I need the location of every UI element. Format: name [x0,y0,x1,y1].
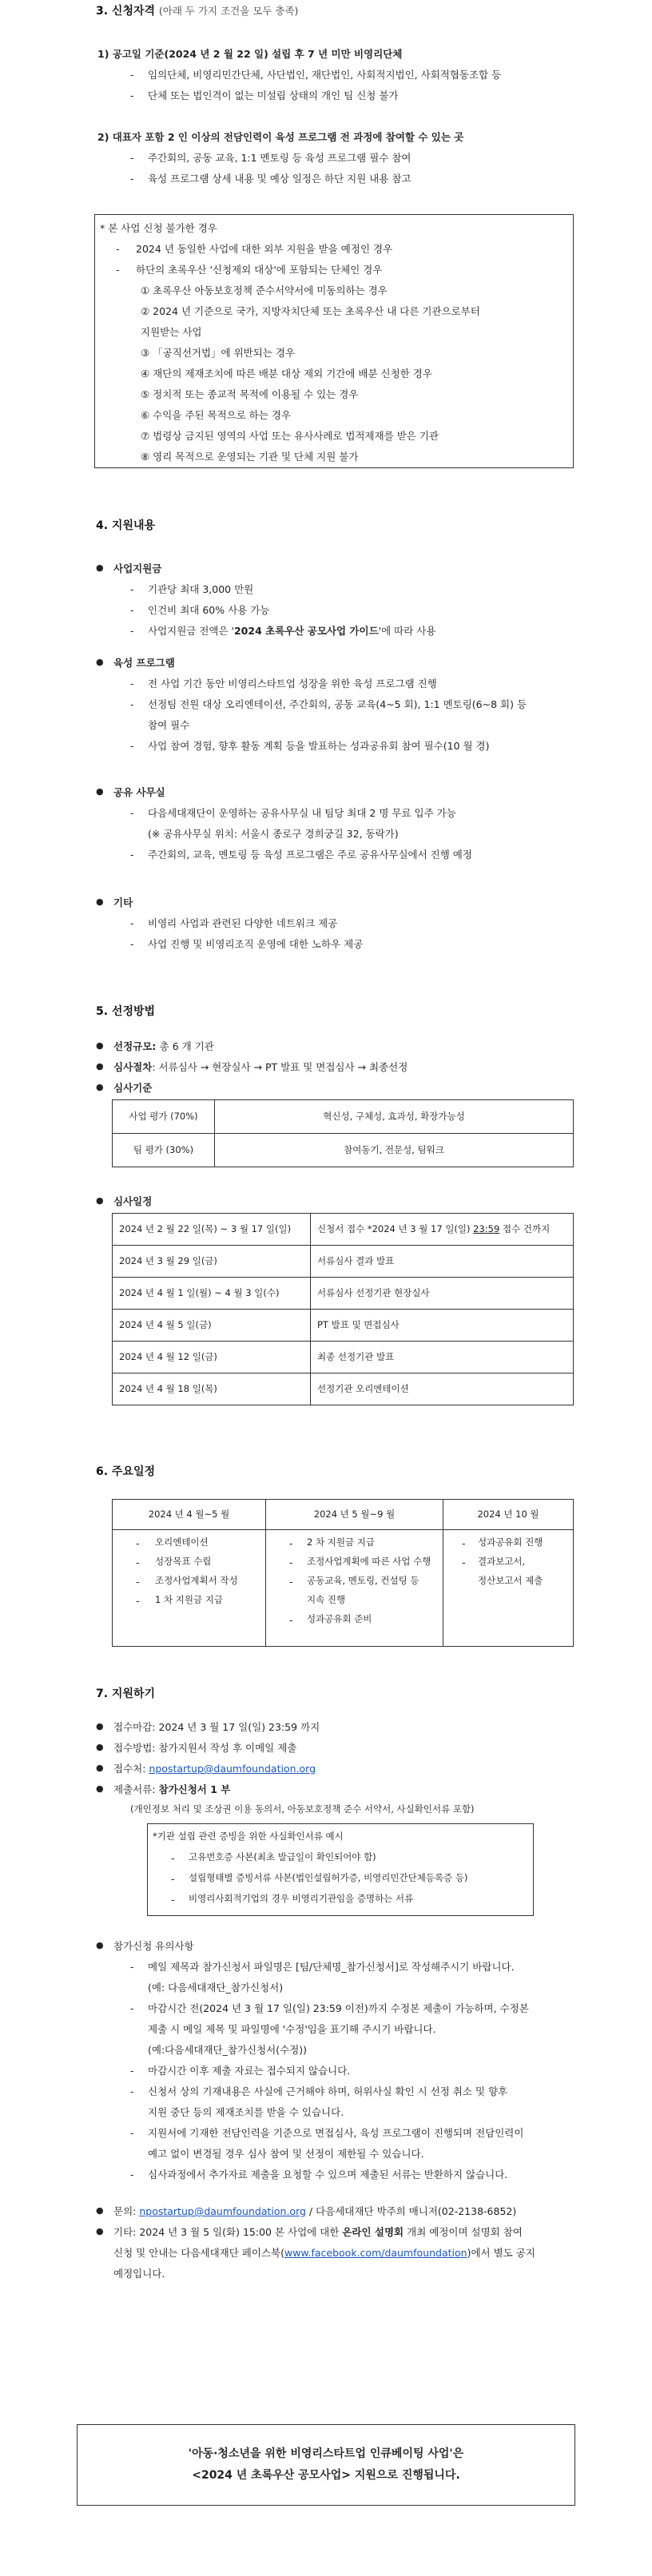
schedule-date: 2024 년 4 월 12 일(금) [113,1342,311,1373]
note-item: 제출 시 메일 제목 및 파일명에 '수정'임을 표기해 주시기 바랍니다. [148,2023,436,2035]
etc-head: ● 기타 [113,895,133,910]
timeline-item: 성과공유회 진행 [478,1536,543,1548]
timeline-item: 오리엔테이션 [155,1536,209,1548]
table-row [113,1246,574,1278]
method-line: ● 접수방법: 참가지원서 작성 후 이메일 제출 [113,1740,296,1755]
program-item: 사업 참여 경험, 향후 활동 계획 등을 발표하는 성과공유회 참여 필수(10 월 경) [148,740,490,752]
timeline-item: 조정사업계획에 따른 사업 수행 [307,1556,431,1567]
section-7-title: 7. 지원하기 [96,1688,156,1700]
office-item: (※ 공유사무실 위치: 서울시 종로구 경희궁길 32, 동락가) [148,828,399,840]
criteria-key: 사업 평가 (70%) [113,1100,215,1134]
ineligible-item: 하단의 초록우산 '신청제외 대상'에 포함되는 단체인 경우 [136,264,383,276]
exclusion-item: 지원받는 사업 [141,326,202,338]
criterion-2-title: 2) 대표자 포함 2 인 이상의 전담인력이 육성 프로그램 전 과정에 참여할 수 있는 곳 [97,131,464,143]
program-item: 전 사업 기간 동안 비영리스타트업 성장을 위한 육성 프로그램 진행 [148,678,437,690]
documents-line: ● 제출서류: 참가신청서 1 부 [113,1782,230,1797]
table-row [113,1342,574,1373]
schedule-event: 선정기관 오리엔테이션 [311,1373,574,1405]
exclusion-item: ⑧ 영리 목적으로 운영되는 기관 및 단체 지원 불가 [141,451,359,463]
submit-to-line: ● 접수처: npostartup@daumfoundation.org [113,1761,316,1776]
note-item: 지원서에 기재한 전담인력을 기준으로 면접심사, 육성 프로그램이 진행되며 전담인력이 [148,2127,524,2139]
document-page: 3. 신청자격 (아래 두 가지 조건을 모두 충족) 1) 공고일 기준(2024 년 2 월 22 일) 설립 후 7 년 미만 비영리단체 - 임의단체, 비영리민간단체, 사단법인, 재단법인, 사회적지법인, 사회적협동조합 등 - 단체 또는 법인격이 없는 미설립 상태의 개인 팀 신청 불가 2) 대표자 포함 2 인 이상의 전담인력이 육성 프로그램 전 과정에 참여할 수 있는 곳 - 주간회의, 공동 교육, 1:1 멘토링 등 육성 프로그램 필수 참여 - 육성 프로그램 상세 내용 및 예상 일정은 하단 지원 내용 참고 * 본 사업 신청 불가한 경우 - 2024 년 동일한 사업에 대한 외부 지원을 받을 예정인 경우 - 하단의 초록우산 '신청제외 대상'에 포함되는 단체인 경우 ① 초록우산 아동보호정책 준수서약서에 미동의하는 경우 ② 2024 년 기준으로 국가, 지방자치단체 또는 초록우산 내 다른 기관으로부터 지원받는 사업 ③ 「공직선거법」에 위반되는 경우 ④ 재단의 제재조치에 따른 배분 대상 제외 기간에 배분 신청한 경우 ⑤ 정치적 또는 종교적 목적에 이용될 수 있는 경우 ⑥ 수익을 주된 목적으로 하는 경우 ⑦ 법령상 금지된 영역의 사업 또는 유사사례로 법적제재를 받은 기관 ⑧ 영리 목적으로 운영되는 기관 및 단체 지원 불가 4. 지원내용 ● 사업지원금 - 기관당 최대 3,000 만원 - 인건비 최대 60% 사용 가능 - 사업지원금 전액은 '2024 초록우산 공모사업 가이드'에 따라 사용 ● 육성 프로그램 - 전 사업 기간 동안 비영리스타트업 성장을 위한 육성 프로그램 진행 - 선정팀 전원 대상 오리엔테이션, 주간회의, 공동 교육(4~5 회), 1:1 멘토링(6~8 회) 등 참여 필수 - 사업 참여 경험, 향후 활동 계획 등을 발표하는 성과공유회 참여 필수(10 월 경) ● 공유 사무실 - 다음세대재단이 운영하는 공유사무실 내 팀당 최대 2 명 무료 입주 가능 (※ 공유사무실 위치: 서울시 종로구 경희궁길 32, 동락가) - 주간회의, 교육, 멘토링 등 육성 프로그램은 주로 공유사무실에서 진행 예정 ● 기타 - 비영리 사업과 관련된 다양한 네트워크 제공 - 사업 진행 및 비영리조직 운영에 대한 노하우 제공 5. 선정방법 ● 선정규모: 총 6 개 기관 ● 심사절차: 서류심사 → 현장실사 → PT 발표 및 면접심사 → 최종선정 ● 심사기준 사업 평가 (70%) 혁신성, 구체성, 효과성, 확장가능성 팀 평가 (30%) 참여동기, 전문성, 팀워크 ● 심사일정 2024 년 2 월 22 일(목) ~ 3 월 17 일(일) 신청서 접수 *2024 년 3 월 17 일(일) 23:59 접수 건까지 2024 년 3 월 29 일(금) 서류심사 결과 발표 2024 년 4 월 1 일(월) ~ 4 월 3 일(수) 서류심사 선정기관 현장실사 2024 년 4 월 5 일(금) PT 발표 및 면접심사 2024 년 4 월 12 일(금) 최종 선정기관 발표 2024 년 4 월 18 일(목) 선정기관 오리엔테이션 6. 주요일정 2024 년 4 월~5 월 2024 년 5 월~9 월 2024 년 10 월 - 오리엔테이션 - 성장목표 수립 - 조정사업계획서 작성 - 1 차 지원금 지급 - 2 차 지원금 지급 - 조정사업계획에 따른 사업 수행 - 공동교육, 멘토링, 컨설팅 등 지속 진행 - 성과공유회 준비 - 성과공유회 진행 - 결과보고서, 정산보고서 제출 7. 지원하기 ● 접수마감: 2024 년 3 월 17 일(일) 23:59 까지 ● 접수방법: 참가지원서 작성 후 이메일 제출 ● 접수처: npostartup@daumfoundation.org ● 제출서류: 참가신청서 1 부 (개인정보 처리 및 조상권 이용 동의서, 아동보호정책 준수 서약서, 사실확인서류 포함) *기관 설립 관련 증빙을 위한 사실확인서류 예시 - 고유번호증 사본(최초 발급일이 확인되어야 함) - 설립형태별 증빙서류 사본(법인설립허가증, 비영리민간단체등록증 등) - 비영리사회적기업의 경우 비영리기관임을 증명하는 서류 ● 참가신청 유의사항 - 메일 제목과 참가신청서 파일명은 [팀/단체명_참가신청서]로 작성해주시기 바랍니다. (예: 다음세대재단_참가신청서) - 마감시간 전(2024 년 3 월 17 일(일) 23:59 이전)까지 수정본 제출이 가능하며, 수정본 제출 시 메일 제목 및 파일명에 '수정'임을 표기해 주시기 바랍니다. (예:다음세대재단_참가신청서(수정)) - 마감시간 이후 제출 자료는 접수되지 않습니다. - 신청서 상의 기재내용은 사실에 근거해야 하며, 허위사실 확인 시 선정 취소 및 향후 지원 중단 등의 제재조치를 받을 수 있습니다. - 지원서에 기재한 전담인력을 기준으로 면접심사, 육성 프로그램이 진행되며 전담인력이 예고 없이 변경될 경우 심사 참여 및 선정이 제한될 수 있습니다. - 심사과정에서 추가자료 제출을 요청할 수 있으며 제출된 서류는 반환하지 않습니다. ● 문의: npostartup@daumfoundation.org / 다음세대재단 박주희 매니저(02-2138-6852) ● 기타: 2024 년 3 월 5 일(화) 15:00 본 사업에 대한 온라인 설명회 개최 예정이며 설명회 참여 신청 및 안내는 다음세대재단 페이스북(www.facebook.com/daumfoundation)에서 별도 공지 예정입니다. '아동·청소년을 위한 비영리스타트업 인큐베이팅 사업'은 <2024 년 초록우산 공모사업> 지원으로 진행됩니다. [0,0,652,2576]
timeline-item: 1 차 지원금 지급 [155,1594,223,1605]
ineligible-item: 2024 년 동일한 사업에 대한 외부 지원을 받을 예정인 경우 [136,243,393,255]
exclusion-item: ① 초록우산 아동보호정책 준수서약서에 미동의하는 경우 [141,284,388,296]
schedule-head: ● 심사일정 [113,1194,152,1209]
exclusion-item: ③ 「공직선거법」에 위반되는 경우 [141,347,296,359]
closing-line-1: '아동·청소년을 위한 비영리스타트업 인큐베이팅 사업'은 [188,2447,464,2460]
criteria-value: 혁신성, 구체성, 효과성, 확장가능성 [215,1100,574,1134]
timeline-head: 2024 년 5 월~9 월 [266,1500,443,1530]
section-3-title: 3. 신청자격 (아래 두 가지 조건을 모두 충족) [96,5,299,18]
exclusion-item: ⑦ 법령상 금지된 영역의 사업 또는 유사사례로 법적제재를 받은 기관 [141,430,439,442]
exclusion-item: ⑥ 수익을 주된 목적으로 하는 경우 [141,409,292,421]
criterion-1-item: 임의단체, 비영리민간단체, 사단법인, 재단법인, 사회적지법인, 사회적협동조합 등 [148,69,502,81]
timeline-item: 성과공유회 준비 [307,1613,372,1624]
etc-item: 비영리 사업과 관련된 다양한 네트워크 제공 [148,917,338,929]
office-item: 주간회의, 교육, 멘토링 등 육성 프로그램은 주로 공유사무실에서 진행 예정 [148,849,472,861]
schedule-table [112,1213,574,1405]
etc-item: 사업 진행 및 비영리조직 운영에 대한 노하우 제공 [148,938,364,950]
support-item: 인건비 최대 60% 사용 가능 [148,604,270,616]
proof-item: 비영리사회적기업의 경우 비영리기관임을 증명하는 서류 [189,1893,414,1904]
proof-title: *기관 설립 관련 증빙을 위한 사실확인서류 예시 [153,1831,344,1842]
note-item: (예:다음세대재단_참가신청서(수정)) [148,2044,308,2056]
criteria-key: 팀 평가 (30%) [113,1134,215,1167]
criteria-table [112,1099,574,1167]
etc-line-2: 신청 및 안내는 다음세대재단 페이스북(www.facebook.com/daumfoundation)에서 별도 공지 [113,2247,535,2259]
section-6-title: 6. 주요일정 [96,1465,156,1478]
note-item: 신청서 상의 기재내용은 사실에 근거해야 하며, 허위사실 확인 시 선정 취소 및 향후 [148,2085,508,2097]
submit-email-link[interactable]: npostartup@daumfoundation.org [149,1763,316,1775]
proof-item: 설립형태별 증빙서류 사본(법인설립허가증, 비영리민간단체등록증 등) [189,1872,468,1883]
section-5-title: 5. 선정방법 [96,1005,156,1018]
table-row [113,1214,574,1246]
table-row [113,1310,574,1342]
note-item: 심사과정에서 추가자료 제출을 요청할 수 있으며 제출된 서류는 반환하지 않습니다. [148,2169,508,2180]
exclusion-item: ④ 재단의 제재조치에 따른 배분 대상 제외 기간에 배분 신청한 경우 [141,368,432,380]
note-item: 지원 중단 등의 제재조치를 받을 수 있습니다. [148,2106,344,2118]
criterion-2-item: 주간회의, 공동 교육, 1:1 멘토링 등 육성 프로그램 필수 참여 [148,152,411,164]
criterion-1-item: 단체 또는 법인격이 없는 미설립 상태의 개인 팀 신청 불가 [148,89,399,101]
table-row [113,1100,574,1134]
timeline-item: 결과보고서, [478,1556,526,1567]
timeline-head: 2024 년 4 월~5 월 [113,1500,266,1530]
table-row [113,1373,574,1405]
note-item: 예고 없이 변경될 경우 심사 참여 및 선정이 제한될 수 있습니다. [148,2148,424,2160]
schedule-date: 2024 년 4 월 5 일(금) [113,1310,311,1342]
schedule-date: 2024 년 4 월 1 일(월) ~ 4 월 3 일(수) [113,1278,311,1310]
criteria-head: ● 심사기준 [113,1080,152,1095]
program-item: 참여 필수 [148,719,190,731]
timeline-item: 지속 진행 [307,1594,346,1605]
schedule-event: 신청서 접수 *2024 년 3 월 17 일(일) 23:59 접수 건까지 [311,1214,574,1246]
schedule-date: 2024 년 4 월 18 일(목) [113,1373,311,1405]
etc-line-3: 예정입니다. [113,2268,165,2280]
program-item: 선정팀 전원 대상 오리엔테이션, 주간회의, 공동 교육(4~5 회), 1:1 멘토링(6~8 회) 등 [148,698,527,710]
process-line: ● 심사절차: 서류심사 → 현장실사 → PT 발표 및 면접심사 → 최종선정 [113,1059,408,1075]
support-fund-head: ● 사업지원금 [113,561,161,576]
scale-line: ● 선정규모: 총 6 개 기관 [113,1039,214,1054]
support-item: 기관당 최대 3,000 만원 [148,583,254,595]
proof-item: 고유번호증 사본(최초 발급일이 확인되어야 함) [189,1851,376,1862]
note-item: (예: 다음세대재단_참가신청서) [148,1982,284,1994]
office-item: 다음세대재단이 운영하는 공유사무실 내 팀당 최대 2 명 무료 입주 가능 [148,807,456,819]
inquiry-email-link[interactable]: npostartup@daumfoundation.org [139,2205,306,2217]
section-4-title: 4. 지원내용 [96,519,156,532]
etc-line: ● 기타: 2024 년 3 월 5 일(화) 15:00 본 사업에 대한 온라인 설명회 개최 예정이며 설명회 참여 [113,2224,523,2240]
closing-box [77,2424,575,2506]
timeline-item: 조정사업계획서 작성 [155,1575,238,1586]
program-head: ● 육성 프로그램 [113,655,175,670]
office-head: ● 공유 사무실 [113,785,165,800]
schedule-date: 2024 년 2 월 22 일(목) ~ 3 월 17 일(일) [113,1214,311,1246]
inquiry-line: ● 문의: npostartup@daumfoundation.org / 다음세대재단 박주희 매니저(02-2138-6852) [113,2204,516,2219]
exclusion-item: ⑤ 정치적 또는 종교적 목적에 이용될 수 있는 경우 [141,388,359,400]
closing-line-2: <2024 년 초록우산 공모사업> 지원으로 진행됩니다. [192,2468,460,2482]
exclusion-item: ② 2024 년 기준으로 국가, 지방자치단체 또는 초록우산 내 다른 기관으로부터 [141,305,480,317]
schedule-event: 최종 선정기관 발표 [311,1342,574,1373]
table-row [113,1134,574,1167]
timeline-head: 2024 년 10 월 [443,1500,574,1530]
schedule-event: 서류심사 선정기관 현장실사 [311,1278,574,1310]
schedule-event: PT 발표 및 면접심사 [311,1310,574,1342]
note-item: 마감시간 이후 제출 자료는 접수되지 않습니다. [148,2065,351,2077]
deadline-line: ● 접수마감: 2024 년 3 월 17 일(일) 23:59 까지 [113,1719,320,1735]
timeline-item: 정산보고서 제출 [478,1575,543,1586]
criterion-2-item: 육성 프로그램 상세 내용 및 예상 일정은 하단 지원 내용 참고 [148,173,411,185]
table-row [113,1278,574,1310]
criterion-1-title: 1) 공고일 기준(2024 년 2 월 22 일) 설립 후 7 년 미만 비영리단체 [97,48,403,60]
note-item: 메일 제목과 참가신청서 파일명은 [팀/단체명_참가신청서]로 작성해주시기 바랍니다. [148,1961,515,1973]
support-item: 사업지원금 전액은 '2024 초록우산 공모사업 가이드'에 따라 사용 [148,625,436,637]
facebook-link[interactable]: www.facebook.com/daumfoundation [284,2247,467,2259]
timeline-item: 공동교육, 멘토링, 컨설팅 등 [307,1575,419,1586]
note-item: 마감시간 전(2024 년 3 월 17 일(일) 23:59 이전)까지 수정본 제출이 가능하며, 수정본 [148,2002,529,2014]
table-row [113,1500,574,1530]
criteria-value: 참여동기, 전문성, 팀워크 [215,1134,574,1167]
timeline-item: 성장목표 수립 [155,1556,212,1567]
schedule-event: 서류심사 결과 발표 [311,1246,574,1278]
ineligible-title: * 본 사업 신청 불가한 경우 [100,222,217,234]
timeline-item: 2 차 지원금 지급 [307,1536,375,1548]
notes-head: ● 참가신청 유의사항 [113,1938,194,1954]
documents-sub: (개인정보 처리 및 조상권 이용 동의서, 아동보호정책 준수 서약서, 사실확인서류 포함) [130,1803,475,1815]
schedule-date: 2024 년 3 월 29 일(금) [113,1246,311,1278]
